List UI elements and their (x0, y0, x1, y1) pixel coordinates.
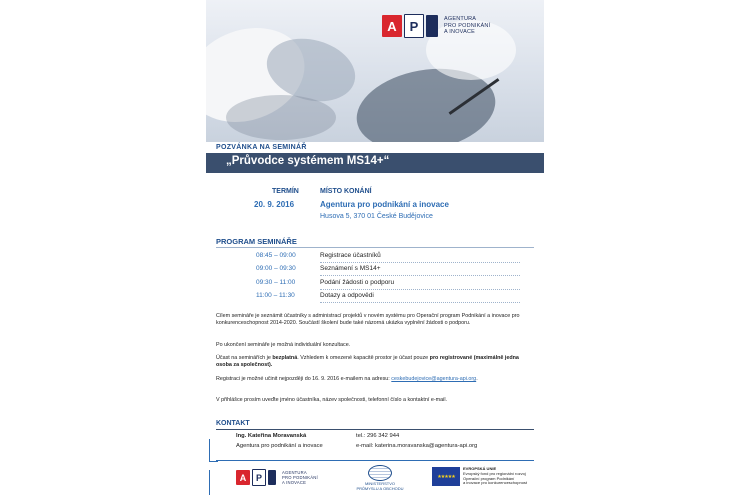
program-row (206, 292, 544, 304)
program-time: 09:30 – 11:00 (256, 279, 296, 286)
contact-divider (216, 429, 534, 430)
logo-letter-i (426, 15, 438, 37)
registration-email-link[interactable]: ceskebudejovice@agentura-api.org (391, 376, 477, 382)
paragraph-registration-deadline: Registraci je možné učinit nejpozději do 16. 9. 2016 e-mailem na adresu: ceskebudejovice@agentura-api.org. (216, 376, 478, 382)
eu-flag-icon: ★★★★★ (432, 467, 460, 486)
paragraph-registration-info: Účast na seminářích je bezplatná. Vzhledem k omezené kapacitě prostor je účast pouze pro registrované (maximálně jedna osoba za společnost). (216, 355, 519, 368)
contact-phone: tel.: 296 342 944 (356, 433, 400, 439)
program-time: 11:00 – 11:30 (256, 292, 295, 299)
contact-heading: KONTAKT (216, 420, 250, 427)
eu-logo: ★★★★★ EVROPSKÁ UNIE Evropský fond pro regionální rozvoj Operační program Podnikání a inovace pro konkurenceschopnost (432, 467, 543, 486)
hero-photo (206, 0, 544, 142)
program-activity: Registrace účastníků (320, 252, 381, 259)
logo-text: AGENTURA PRO PODNIKÁNÍ A INOVACE (444, 16, 491, 36)
place-label: MÍSTO KONÁNÍ (320, 188, 372, 195)
program-heading: PROGRAM SEMINÁŘE (216, 237, 297, 246)
program-activity: Dotazy a odpovědi (320, 292, 374, 299)
contact-email[interactable]: e-mail: katerina.moravanska@agentura-api.org (356, 443, 478, 449)
program-row (206, 279, 544, 291)
program-row (206, 252, 544, 264)
seminar-title: „Průvodce systémem MS14+“ (226, 155, 390, 167)
footer-api-logo: A P AGENTURA PRO PODNIKÁNÍ A INOVACE (236, 469, 318, 486)
program-row (206, 265, 544, 277)
contact-name: Ing. Kateřina Moravanská (236, 433, 307, 439)
mpo-globe-icon (368, 465, 392, 481)
invitation-kicker: POZVÁNKA NA SEMINÁŘ (216, 144, 307, 151)
program-divider (216, 247, 534, 248)
place-address: Husova 5, 370 01 České Budějovice (320, 213, 433, 220)
paragraph-consultation: Po ukončení semináře je možná individuální konzultace. (216, 342, 351, 348)
logo-letter-p: P (404, 14, 424, 38)
place-value: Agentura pro podnikání a inovace (320, 200, 449, 209)
program-time: 09:00 – 09:30 (256, 265, 296, 272)
invitation-document (206, 0, 544, 495)
paragraph-goal: Cílem semináře je seznámit účastníky s administrací projektů v novém systému pro Operační program Podnikání a inovace pro konkurenceschopnost 2014-2020. Součástí školení bude také názorná ukázka vyplnění žádosti o podporu. (216, 313, 520, 326)
program-time: 08:45 – 09:00 (256, 252, 296, 259)
program-activity: Seznámení s MS14+ (320, 265, 381, 272)
term-label: TERMÍN (272, 188, 299, 195)
logo-letter-a: A (382, 15, 402, 37)
program-activity: Podání žádosti o podporu (320, 279, 395, 286)
term-value: 20. 9. 2016 (254, 200, 295, 209)
api-logo (382, 13, 534, 39)
mpo-logo: MINISTERSTVO PRŮMYSLU A OBCHODU (356, 465, 404, 491)
contact-org: Agentura pro podnikání a inovace (236, 443, 323, 449)
paragraph-application-note: V přihlášce prosím uveďte jméno účastníka, název společnosti, telefonní číslo a kontaktní e-mail. (216, 397, 448, 403)
